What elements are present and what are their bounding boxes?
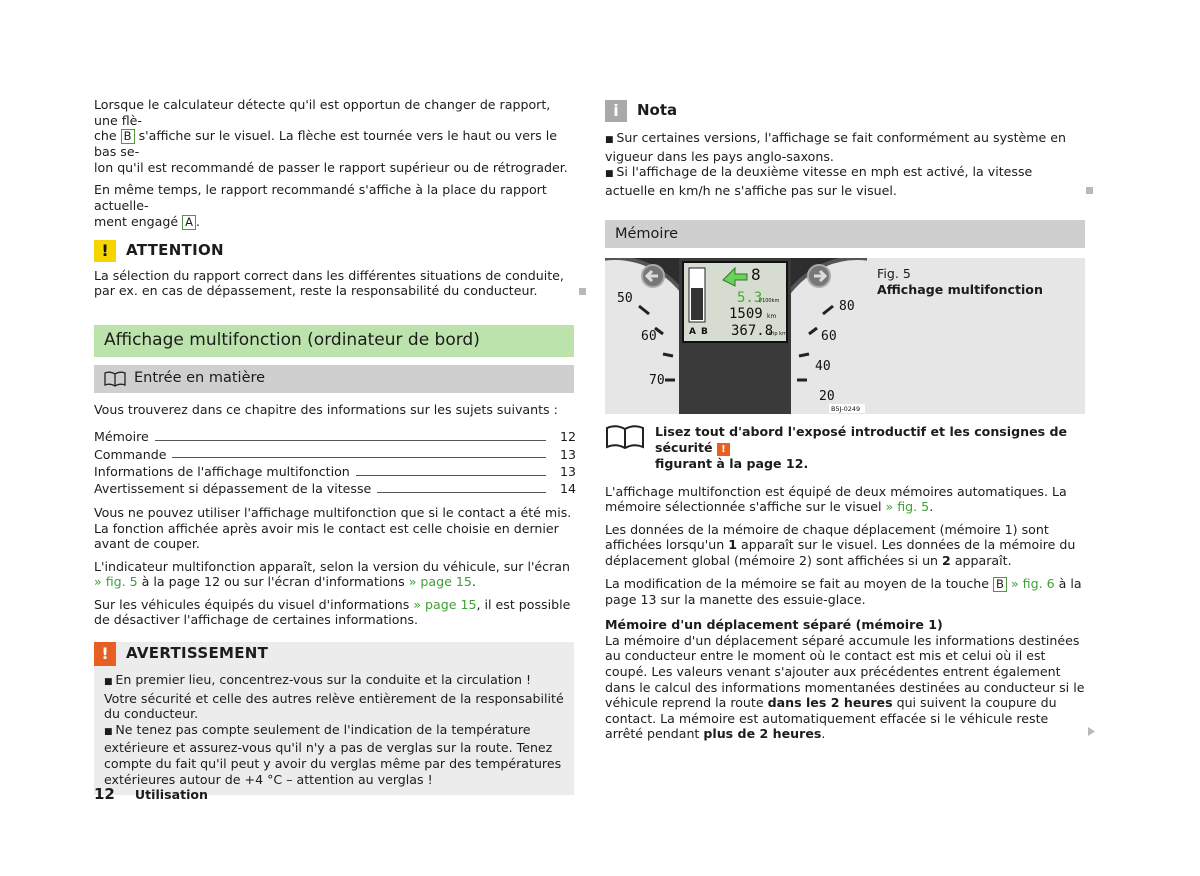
trip-value: 367.8 xyxy=(731,323,774,340)
paragraph-memory1: La mémoire d'un déplacement séparé accumule les informations destinées au conducteur entre le moment où le contact est mis et celui où il est coupé. Les valeurs venant s'ajouter aux précédentes entrent également dans le calcul des informations momentanées destinées au conducteur si le véhicule reprend la route dans les 2 heures qui suivent la coupure du contact. La mémoire est automatiquement effacée si le véhicule reste arrêté pendant plus de 2 heures. xyxy=(605,633,1085,742)
continue-arrow-icon xyxy=(1088,727,1095,736)
link-page15-b[interactable]: » page 15 xyxy=(413,596,477,612)
paragraph-gear-current: En même temps, le rapport recommandé s'affiche à la place du rapport actuelle- ment engagé A . xyxy=(94,182,547,229)
link-fig5[interactable]: » fig. 5 xyxy=(885,499,930,515)
end-square-icon xyxy=(579,288,586,295)
paragraph-screen: L'indicateur multifonction apparaît, selon la version du véhicule, sur l'écran » fig. 5 à la page 12 ou sur l'écran d'informations » page 15. xyxy=(94,558,570,590)
dial-label: 60 xyxy=(821,329,837,345)
label-box-a: A xyxy=(182,215,196,230)
warning-bullet: ■ Ne tenez pas compte seulement de l'indication de la température extérieure et assurez-vous qu'il n'y a pas de verglas sur la route. Tenez compte du fait qu'il peut y avoir du verglas même par des températures extérieures autour de +4 °C – attention au verglas ! xyxy=(104,722,564,787)
left-column xyxy=(94,97,577,795)
nota-header xyxy=(605,100,1085,122)
label-box-b: B xyxy=(993,577,1007,592)
figure-caption xyxy=(867,258,1085,414)
exclamation-icon: ! xyxy=(94,240,116,262)
nota-bullet: ■ Si l'affichage de la deuxième vitesse en mph est activé, la vitesse actuelle en km/h ne s'affiche pas sur le visuel. xyxy=(605,164,1085,198)
subsection-title: Entrée en matière xyxy=(134,369,266,386)
subsection-header xyxy=(94,365,574,393)
paragraph-disable: Sur les véhicules équipés du visuel d'informations » page 15, il est possible de désactiver l'affichage de certaines informations. xyxy=(94,596,571,628)
book-icon xyxy=(104,371,126,387)
paragraph-memory-data: Les données de la mémoire de chaque déplacement (mémoire 1) sont affichées lorsqu'un 1 apparaît sur le visuel. Les données de la mémoire du déplacement global (mémoire 2) sont affichées si un 2 apparaît. xyxy=(605,521,1076,568)
paragraph-memories: L'affichage multifonction est équipé de deux mémoires automatiques. La mémoire sélectionnée s'affiche sur le visuel » fig. 5. xyxy=(605,483,1067,515)
toc-item[interactable]: Informations de l'affichage multifonction 13 xyxy=(94,463,577,479)
nota-title: Nota xyxy=(637,101,678,120)
toc-item[interactable]: Commande 13 xyxy=(94,446,577,462)
dial-label: 60 xyxy=(641,329,657,345)
memory-label-b: B xyxy=(701,327,708,338)
toc-list xyxy=(94,427,577,497)
paragraph-ignition: Vous ne pouvez utiliser l'affichage multifonction que si le contact a été mis. La fonction affichée après avoir mis le contact est celle choisie en dernier avant de couper. xyxy=(94,504,572,552)
label-box-b: B xyxy=(121,129,135,144)
paragraph-memory-switch: La modification de la mémoire se fait au moyen de la touche B » fig. 6 à la page 13 sur la manette des essuie-glace. xyxy=(605,575,1082,607)
range-value: 1509 xyxy=(729,306,763,323)
nota-bullet: ■ Sur certaines versions, l'affichage se fait conformément au système en vigueur dans les pays anglo-saxons. xyxy=(605,130,1085,164)
page-number: 12 xyxy=(94,785,115,803)
warning-bullet: ■ En premier lieu, concentrez-vous sur la conduite et la circulation ! Votre sécurité et celle des autres relève entièrement de la responsabilité du conducteur. xyxy=(104,672,564,722)
link-page15[interactable]: » page 15 xyxy=(408,574,472,590)
consumption-unit: l/100km xyxy=(759,298,780,305)
dial-label: 20 xyxy=(819,389,835,405)
dial-label: 70 xyxy=(649,373,665,389)
end-square-icon xyxy=(1086,187,1093,194)
dial-label: 50 xyxy=(617,291,633,307)
section-name: Utilisation xyxy=(134,787,209,802)
warning-icon: ! xyxy=(717,443,730,456)
dial-label: 40 xyxy=(815,359,831,375)
dial-label: 80 xyxy=(839,299,855,315)
instrument-cluster-graphic xyxy=(605,258,867,414)
attention-header xyxy=(94,240,574,262)
figure-label: Fig. 5 xyxy=(877,266,911,282)
warning-title: AVERTISSEMENT xyxy=(126,644,269,663)
section-title: Affichage multifonction (ordinateur de bord) xyxy=(94,325,574,357)
info-icon: i xyxy=(605,100,627,122)
subheading-memory1: Mémoire d'un déplacement séparé (mémoire 1) xyxy=(605,617,943,633)
toc-item[interactable]: Mémoire 12 xyxy=(94,429,577,445)
toc-intro: Vous trouverez dans ce chapitre des informations sur les sujets suivants : xyxy=(94,401,558,417)
gear-value: 8 xyxy=(751,265,761,285)
book-icon xyxy=(605,424,645,450)
warning-icon: ! xyxy=(94,642,116,666)
page-footer xyxy=(94,787,208,803)
right-column xyxy=(605,100,1085,749)
attention-text: La sélection du rapport correct dans les différentes situations de conduite, par ex. en cas de dépassement, reste la responsabilité du conducteur. xyxy=(94,268,574,299)
figure-code: B5J-0249 xyxy=(831,405,861,414)
dashboard-image xyxy=(605,258,867,414)
range-unit: km xyxy=(767,313,777,321)
warning-header xyxy=(94,642,574,666)
consumption-value: 5.3 xyxy=(737,290,763,307)
link-fig6[interactable]: » fig. 6 xyxy=(1010,575,1055,591)
memoire-section-title: Mémoire xyxy=(605,220,1085,248)
memory-label-a: A xyxy=(689,327,696,338)
trip-unit: trip km xyxy=(769,331,787,338)
figure-5 xyxy=(605,258,1085,414)
attention-title: ATTENTION xyxy=(126,240,224,259)
toc-item[interactable]: Avertissement si dépassement de la vitesse 14 xyxy=(94,481,577,497)
warning-box xyxy=(94,642,574,795)
link-fig5[interactable]: » fig. 5 xyxy=(94,574,138,590)
safety-note: Lisez tout d'abord l'exposé introductif et les consignes de sécurité ! figurant à la page 12. xyxy=(605,424,1085,471)
paragraph-gear-arrow: Lorsque le calculateur détecte qu'il est opportun de changer de rapport, une flè- che B s'affiche sur le visuel. La flèche est tournée vers le haut ou vers le bas se- lon qu'il est recommandé de passer le rapport supérieur ou de rétrograder. xyxy=(94,97,568,175)
figure-caption-text: Affichage multifonction xyxy=(877,281,1043,297)
